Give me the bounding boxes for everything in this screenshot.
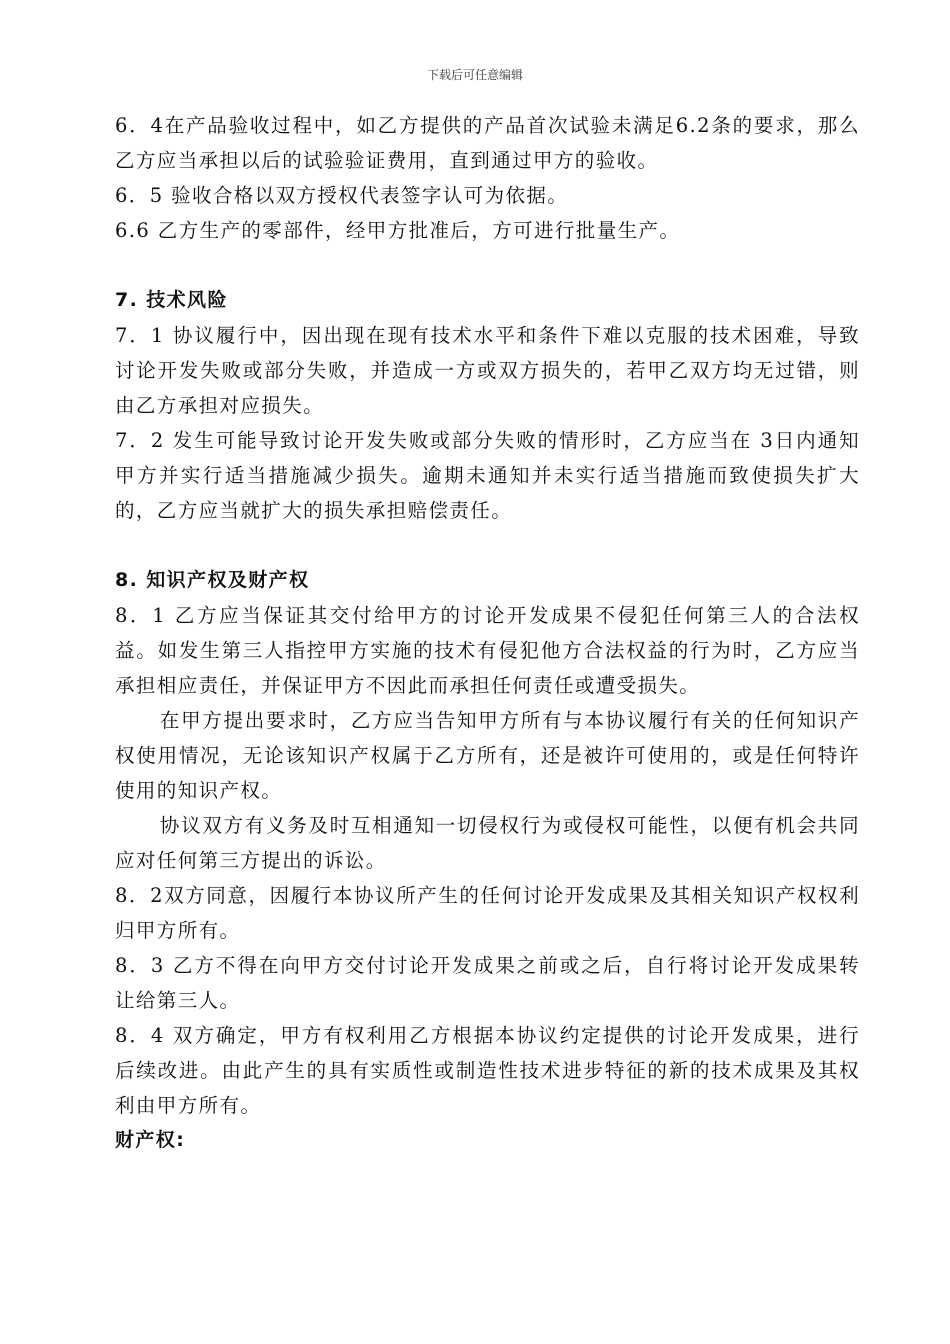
section-heading-8: 8. 知识产权及财产权 [115, 569, 310, 591]
paragraph-8-4: 8．4 双方确定，甲方有权利用乙方根据本协议约定提供的讨论开发成果，进行后续改进。由此产生的具有实质性或制造性技术进步特征的新的技术成果及其权利由甲方所有。 [115, 1024, 860, 1117]
spacer [115, 528, 860, 563]
spacer [115, 248, 860, 283]
paragraph-7-1: 7．1 协议履行中，因出现在现有技术水平和条件下难以克服的技术困难，导致讨论开发失败或部分失败，并造成一方或双方损失的，若甲乙双方均无过错，则由乙方承担对应损失。 [115, 324, 860, 417]
property-rights-heading: 财产权: [115, 1129, 186, 1151]
paragraph-8-2: 8．2双方同意，因履行本协议所产生的任何讨论开发成果及其相关知识产权权利归甲方所有。 [115, 884, 860, 942]
paragraph-8-1-notice: 协议双方有义务及时互相通知一切侵权行为或侵权可能性，以便有机会共同应对任何第三方提出的诉讼。 [115, 814, 860, 872]
paragraph-6-4: 6．4在产品验收过程中，如乙方提供的产品首次试验未满足6.2条的要求，那么乙方应当承担以后的试验验证费用，直到通过甲方的验收。 [115, 114, 860, 172]
paragraph-8-1-continued: 在甲方提出要求时，乙方应当告知甲方所有与本协议履行有关的任何知识产权使用情况，无论该知识产权属于乙方所有，还是被许可使用的，或是任何特许使用的知识产权。 [115, 709, 860, 802]
paragraph-6-6: 6.6 乙方生产的零部件，经甲方批准后，方可进行批量生产。 [115, 219, 681, 242]
paragraph-8-1: 8．1 乙方应当保证其交付给甲方的讨论开发成果不侵犯任何第三人的合法权益。如发生第三人指控甲方实施的技术有侵犯他方合法权益的行为时，乙方应当承担相应责任，并保证甲方不因此而承担任何责任或遭受损失。 [115, 604, 860, 697]
paragraph-6-5: 6．5 验收合格以双方授权代表签字认可为依据。 [115, 184, 569, 207]
paragraph-7-2: 7．2 发生可能导致讨论开发失败或部分失败的情形时，乙方应当在 3日内通知甲方并实行适当措施减少损失。逾期未通知并未实行适当措施而致使损失扩大的，乙方应当就扩大的损失承担赔偿责任。 [115, 429, 860, 522]
document-body [115, 108, 860, 1158]
section-heading-7: 7. 技术风险 [115, 289, 228, 311]
header-note: 下载后可任意编辑 [426, 68, 523, 82]
paragraph-8-3: 8．3 乙方不得在向甲方交付讨论开发成果之前或之后，自行将讨论开发成果转让给第三人。 [115, 954, 860, 1012]
